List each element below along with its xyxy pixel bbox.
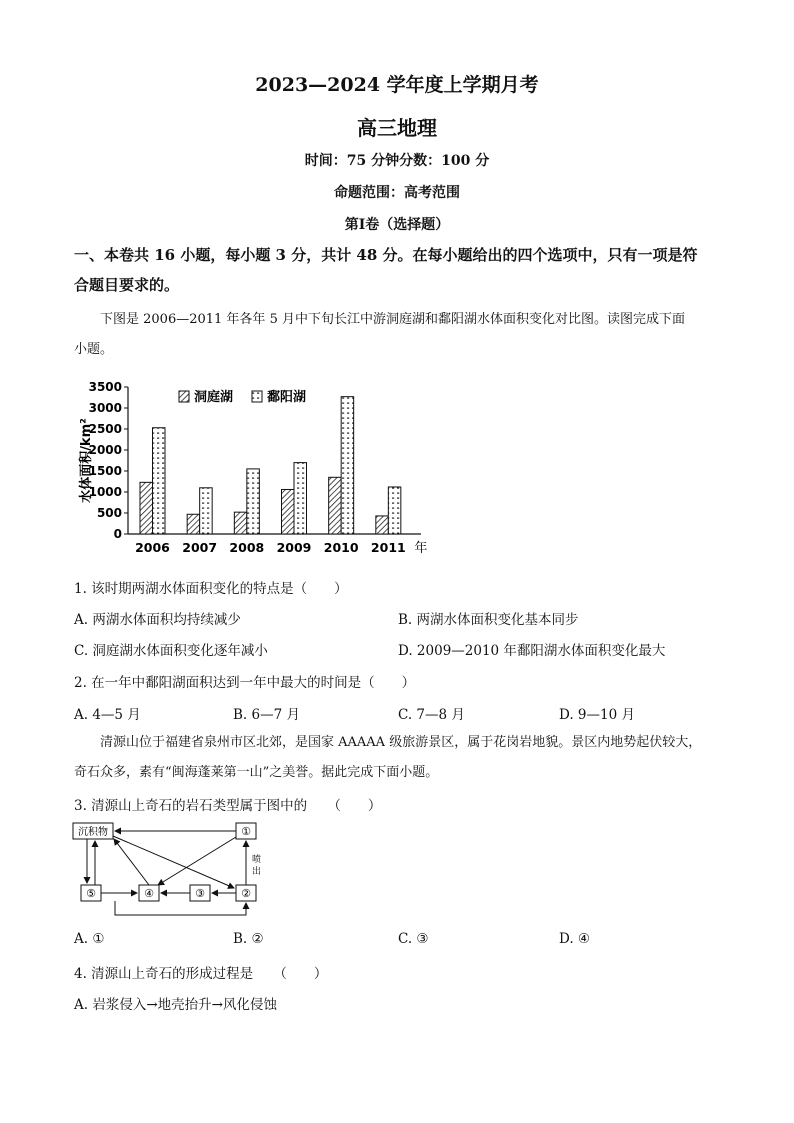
legend-label-1: 鄱阳湖 (267, 390, 307, 405)
section-instruction (74, 240, 724, 300)
x-tick-label: 2009 (276, 540, 312, 555)
passage-2 (74, 728, 734, 788)
x-tick-label: 2011 (370, 540, 406, 555)
q3-option-b[interactable]: B. ② (233, 931, 264, 947)
box-4-label: ④ (144, 887, 154, 900)
y-tick-label: 2000 (88, 443, 122, 457)
legend-swatch-0 (179, 391, 189, 402)
q4-option-a[interactable]: A. 岩浆侵入→地壳抬升→风化侵蚀 (74, 997, 277, 1013)
y-tick-label: 1000 (88, 485, 122, 499)
passage-1-line-1: 下图是 2006—2011 年各年 5 月中下旬长江中游洞庭湖和鄱阳湖水体面积变化对比图。读图完成下面 (100, 312, 685, 327)
q1-option-a[interactable]: A. 两湖水体面积均持续减少 (74, 612, 241, 628)
bar-poyang-2011 (388, 487, 401, 534)
arrow-1-to-4 (158, 837, 236, 885)
exam-title: 2023—2024 学年度上学期月考 (255, 74, 539, 96)
q2-option-b[interactable]: B. 6—7 月 (233, 707, 300, 723)
q1-option-b[interactable]: B. 两湖水体面积变化基本同步 (398, 612, 579, 628)
bar-poyang-2006 (153, 428, 166, 534)
x-tick-label: 2007 (182, 540, 218, 555)
eruption-label-2: 出 (252, 867, 262, 877)
x-axis-unit: 年 (414, 541, 428, 556)
bar-poyang-2007 (200, 488, 213, 534)
q3-option-c[interactable]: C. ③ (398, 931, 429, 947)
passage-2-line-1: 清源山位于福建省泉州市区北郊，是国家 AAAAA 级旅游景区，属于花岗岩地貌。景区内地势起伏较大， (100, 735, 702, 750)
q4-stem: 4. 清源山上奇石的形成过程是 （ ） (74, 966, 328, 982)
y-axis-label: 水体面积/km² (79, 418, 94, 503)
q2-option-a[interactable]: A. 4—5 月 (74, 707, 141, 723)
bar-dongting-2006 (140, 482, 153, 534)
passage-1-line-2: 小题。 (74, 342, 114, 357)
exam-subject: 高三地理 (357, 116, 437, 140)
y-tick-label: 500 (96, 506, 122, 520)
legend-label-0: 洞庭湖 (194, 390, 234, 405)
passage-2-line-2: 奇石众多，素有“闽海蓬莱第一山”之美誉。据此完成下面小题。 (74, 765, 439, 780)
instruction-line-1: 一、本卷共 16 小题，每小题 3 分，共计 48 分。在每小题给出的四个选项中，只有一项是符 (74, 246, 698, 264)
bar-dongting-2008 (234, 512, 247, 534)
x-tick-label: 2010 (323, 540, 359, 555)
volume-heading: 第Ⅰ卷（选择题） (344, 217, 450, 233)
y-tick-label: 3000 (88, 401, 122, 415)
box-5-label: ⑤ (86, 887, 96, 900)
q3-option-a[interactable]: A. ① (74, 931, 105, 947)
x-tick-label: 2008 (229, 540, 265, 555)
time-score: 时间：75 分钟分数：100 分 (304, 153, 490, 169)
rock-cycle-diagram (70, 818, 270, 922)
bar-poyang-2009 (294, 463, 307, 534)
q2-option-d[interactable]: D. 9—10 月 (559, 707, 635, 723)
y-tick-label: 2500 (88, 422, 122, 436)
box-3-label: ③ (195, 887, 205, 900)
exam-scope: 命题范围：高考范围 (334, 185, 460, 201)
q2-option-c[interactable]: C. 7—8 月 (398, 707, 465, 723)
q1-option-c[interactable]: C. 洞庭湖水体面积变化逐年减小 (74, 643, 268, 659)
legend-swatch-1 (252, 391, 262, 402)
q1-option-d[interactable]: D. 2009—2010 年鄱阳湖水体面积变化最大 (398, 643, 666, 659)
bar-dongting-2010 (329, 477, 342, 534)
chart-bars (140, 397, 401, 534)
chart-legend (179, 389, 306, 405)
y-tick-label: 0 (113, 527, 122, 541)
arrow-bottom-loop (115, 901, 246, 915)
y-tick-label: 3500 (88, 380, 122, 394)
lake-area-bar-chart (76, 376, 436, 562)
passage-1 (74, 305, 734, 365)
x-tick-label: 2006 (135, 540, 170, 555)
box-2-label: ② (241, 887, 251, 900)
y-tick-label: 1500 (88, 464, 122, 478)
bar-dongting-2011 (376, 516, 389, 534)
instruction-line-2: 合题目要求的。 (74, 276, 180, 294)
q2-stem: 2. 在一年中鄱阳湖面积达到一年中最大的时间是（ ） (74, 675, 416, 691)
eruption-label-1: 喷 (252, 855, 262, 865)
box-1-label: ① (241, 825, 251, 838)
bar-poyang-2008 (247, 469, 259, 534)
box-sediment-label: 沉积物 (78, 827, 108, 838)
bar-dongting-2009 (282, 489, 295, 534)
arrow-4-to-sediment (114, 839, 149, 885)
bar-poyang-2010 (341, 397, 354, 534)
q3-option-d[interactable]: D. ④ (559, 931, 591, 947)
bar-dongting-2007 (187, 514, 200, 534)
q3-stem: 3. 清源山上奇石的岩石类型属于图中的 （ ） (74, 798, 382, 814)
q1-stem: 1. 该时期两湖水体面积变化的特点是（ ） (74, 581, 348, 597)
